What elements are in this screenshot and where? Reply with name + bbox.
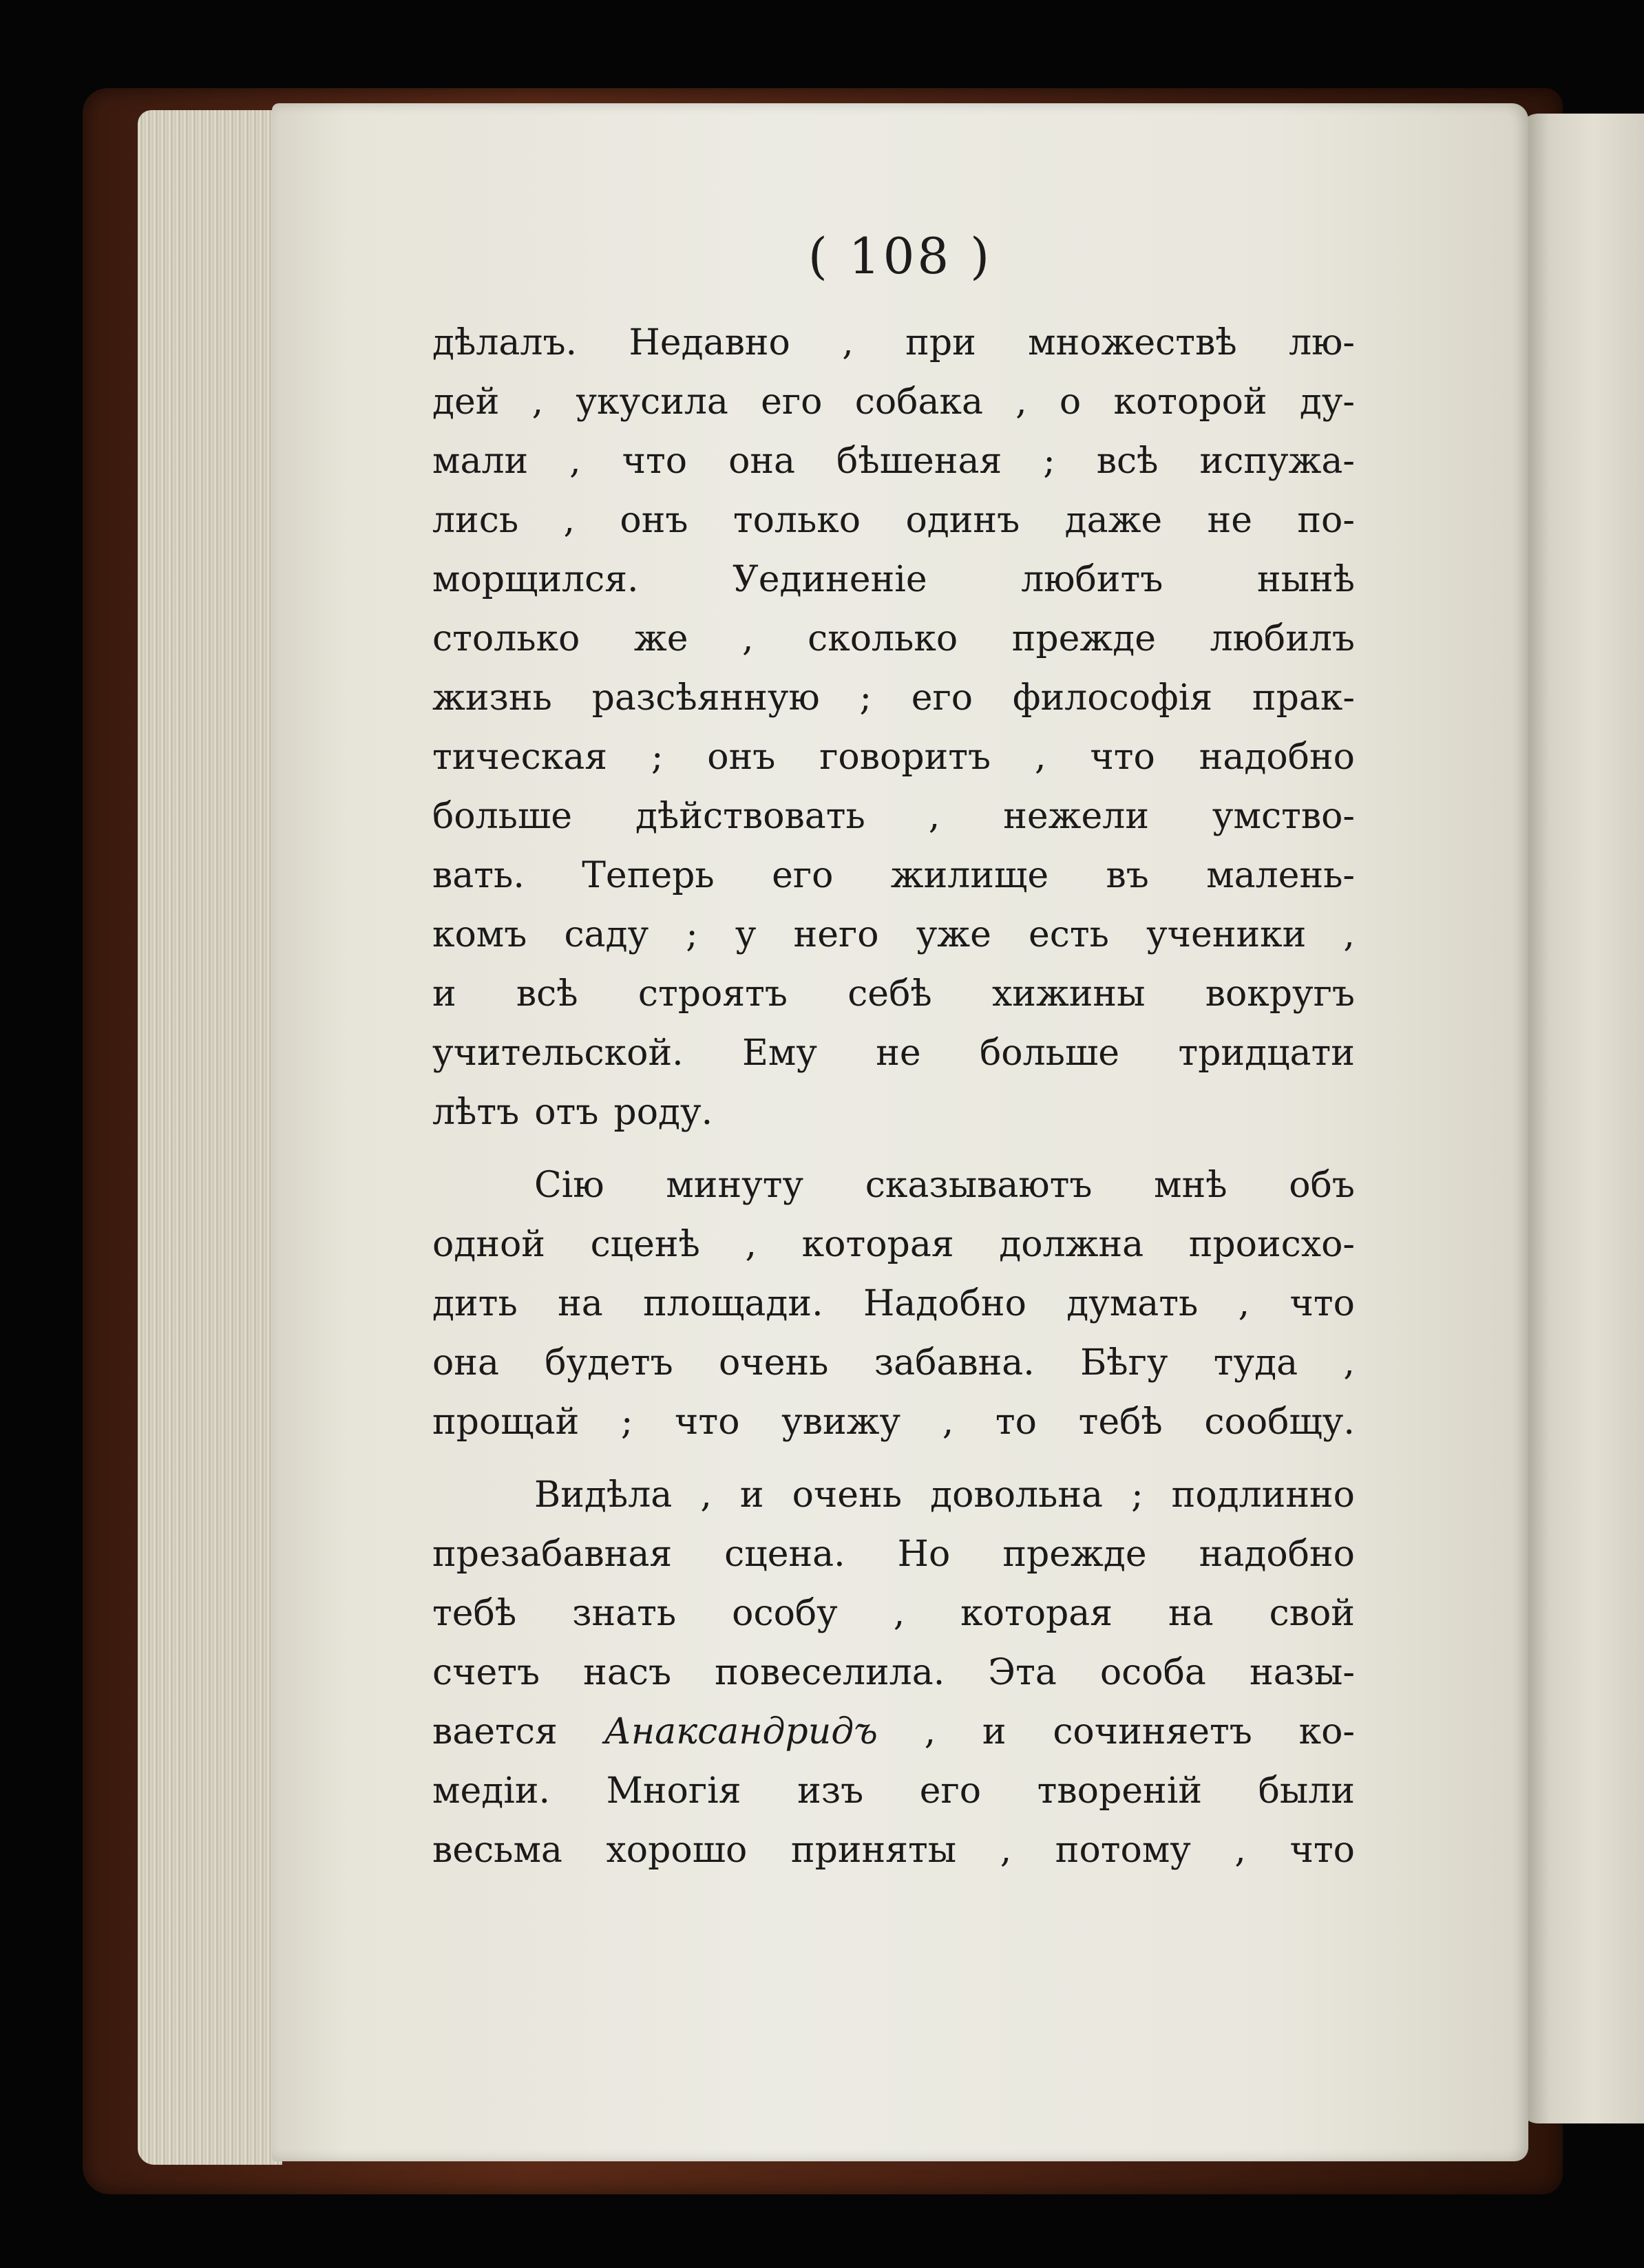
text-line <box>432 550 1355 609</box>
word: назы- <box>1249 1652 1355 1693</box>
word: морщился. <box>432 559 639 600</box>
text-line <box>432 1274 1355 1333</box>
word: , <box>563 500 576 541</box>
word: саду <box>564 914 649 955</box>
word: лись <box>432 500 519 541</box>
paragraph-gap <box>432 1142 1355 1156</box>
word: сочиняетъ <box>1053 1711 1252 1752</box>
word: его <box>911 677 973 719</box>
word: нежели <box>1003 796 1149 837</box>
word: туда <box>1213 1342 1298 1384</box>
word: при <box>905 322 976 363</box>
word: тридцати <box>1178 1032 1355 1074</box>
word: столько <box>432 618 580 659</box>
word: и <box>432 973 456 1015</box>
word: у <box>735 914 757 955</box>
word: вать. <box>432 855 525 896</box>
word: роду. <box>613 1092 713 1133</box>
word: прежде <box>1011 618 1157 659</box>
word: , <box>842 322 854 363</box>
word: , <box>569 441 581 482</box>
word: на <box>558 1283 603 1324</box>
word: ; <box>651 736 664 778</box>
facing-page-edge <box>1518 114 1644 2123</box>
word: испужа- <box>1199 441 1355 482</box>
word: , <box>742 618 754 659</box>
word: ду- <box>1299 381 1355 423</box>
word: изъ <box>797 1770 864 1812</box>
word: счетъ <box>432 1652 540 1693</box>
word: увижу <box>781 1401 901 1443</box>
word: хижины <box>991 973 1146 1015</box>
page-number: ( 108 ) <box>808 227 993 285</box>
word: умство- <box>1212 796 1355 837</box>
word: что <box>675 1401 740 1443</box>
word: комъ <box>432 914 527 955</box>
word: дѣйствовать <box>635 796 865 837</box>
word: ко- <box>1298 1711 1355 1752</box>
word: жилище <box>890 855 1049 896</box>
text-line <box>432 1702 1355 1761</box>
text-line <box>432 1643 1355 1702</box>
text-line <box>432 1215 1355 1274</box>
word: тебѣ <box>1078 1401 1163 1443</box>
word: что <box>1090 736 1155 778</box>
word: Ему <box>741 1032 817 1074</box>
word: , <box>1343 1342 1355 1384</box>
word: Сію <box>534 1165 604 1206</box>
word: сказываютъ <box>865 1165 1093 1206</box>
word: насъ <box>583 1652 672 1693</box>
word: то <box>995 1401 1037 1443</box>
paragraph-gap <box>432 1452 1355 1465</box>
word: , <box>1234 1830 1246 1871</box>
word: что <box>622 441 688 482</box>
word: всѣ <box>1096 441 1159 482</box>
word: дей <box>432 381 500 423</box>
word: будетъ <box>545 1342 673 1384</box>
word: вокругъ <box>1205 973 1355 1015</box>
word: , <box>924 1711 936 1752</box>
word: отъ <box>534 1092 599 1133</box>
word: тебѣ <box>432 1593 517 1634</box>
text-line <box>432 1392 1355 1452</box>
text-line <box>432 1024 1355 1083</box>
word: не <box>876 1032 921 1074</box>
word: Теперь <box>582 855 715 896</box>
word: , <box>1034 736 1046 778</box>
text-line <box>432 1821 1355 1880</box>
page-edges <box>138 110 282 2165</box>
word: надобно <box>1199 1534 1355 1575</box>
word: , <box>893 1593 905 1634</box>
text-line <box>432 728 1355 787</box>
word: медіи. <box>432 1770 551 1812</box>
page-text <box>432 313 1355 1880</box>
word: ученики <box>1146 914 1307 955</box>
word: надобно <box>1199 736 1355 778</box>
word: , <box>531 381 544 423</box>
text-line <box>432 964 1355 1024</box>
text-line <box>432 1083 1355 1142</box>
word: бѣшеная <box>836 441 1002 482</box>
word: разсѣянную <box>591 677 820 719</box>
word: него <box>793 914 879 955</box>
word: больше <box>979 1032 1120 1074</box>
word: особа <box>1099 1652 1206 1693</box>
text-line <box>432 1465 1355 1525</box>
word: любитъ <box>1021 559 1163 600</box>
word: Анаксандридъ <box>604 1711 878 1752</box>
word: въ <box>1106 855 1149 896</box>
word: Надобно <box>863 1283 1026 1324</box>
text-line <box>432 1525 1355 1584</box>
word: его <box>772 855 834 896</box>
text-line <box>432 1333 1355 1392</box>
word: Эта <box>988 1652 1057 1693</box>
word: думать <box>1066 1283 1199 1324</box>
word: малень- <box>1206 855 1355 896</box>
word: презабавная <box>432 1534 673 1575</box>
word: строятъ <box>637 973 788 1015</box>
word: множествѣ <box>1028 322 1237 363</box>
word: которой <box>1113 381 1267 423</box>
text-line <box>432 1761 1355 1821</box>
word: ; <box>1131 1474 1144 1516</box>
word: , <box>745 1224 757 1265</box>
text-line <box>432 609 1355 668</box>
word: по- <box>1297 500 1355 541</box>
word: , <box>942 1401 954 1443</box>
word: знать <box>572 1593 677 1634</box>
word: только <box>733 500 861 541</box>
text-line <box>432 1156 1355 1215</box>
word: онъ <box>707 736 776 778</box>
word: укусила <box>576 381 728 423</box>
word: ; <box>1043 441 1055 482</box>
text-line <box>432 787 1355 846</box>
word: и <box>739 1474 764 1516</box>
word: что <box>1289 1830 1355 1871</box>
word: и <box>982 1711 1007 1752</box>
word: любилъ <box>1210 618 1355 659</box>
text-line <box>432 1584 1355 1643</box>
word: не <box>1207 500 1253 541</box>
word: учительской. <box>432 1032 684 1074</box>
word: его <box>919 1770 982 1812</box>
word: Уединеніе <box>733 559 927 600</box>
word: одной <box>432 1224 545 1265</box>
word: собака <box>854 381 983 423</box>
word: Бѣгу <box>1080 1342 1168 1384</box>
word: , <box>928 796 940 837</box>
word: ; <box>620 1401 633 1443</box>
word: о <box>1059 381 1082 423</box>
word: же <box>633 618 688 659</box>
word: она <box>728 441 796 482</box>
word: которая <box>801 1224 954 1265</box>
word: лѣтъ <box>432 1092 520 1133</box>
word: Но <box>897 1534 951 1575</box>
word: , <box>1238 1283 1250 1324</box>
word: говоритъ <box>819 736 991 778</box>
word: всѣ <box>516 973 578 1015</box>
text-line <box>432 905 1355 964</box>
word: лю- <box>1289 322 1355 363</box>
word: что <box>1289 1283 1355 1324</box>
word: были <box>1258 1770 1355 1812</box>
word: нынѣ <box>1256 559 1355 600</box>
text-line <box>432 432 1355 491</box>
word: дить <box>432 1283 518 1324</box>
word: твореній <box>1037 1770 1202 1812</box>
word: Многія <box>606 1770 741 1812</box>
word: приняты <box>790 1830 957 1871</box>
word: , <box>700 1474 712 1516</box>
word: должна <box>999 1224 1144 1265</box>
word: философія <box>1012 677 1213 719</box>
text-line <box>432 846 1355 905</box>
word: себѣ <box>847 973 932 1015</box>
text-line <box>432 313 1355 372</box>
word: прежде <box>1002 1534 1147 1575</box>
word: больше <box>432 796 573 837</box>
word: прощай <box>432 1401 580 1443</box>
word: , <box>1343 914 1355 955</box>
word: ; <box>859 677 872 719</box>
word: забавна. <box>874 1342 1035 1384</box>
word: она <box>432 1342 499 1384</box>
word: повеселила. <box>715 1652 945 1693</box>
word: сообщу. <box>1204 1401 1355 1443</box>
word: прак- <box>1252 677 1355 719</box>
word: вается <box>432 1711 558 1752</box>
word: минуту <box>666 1165 804 1206</box>
word: объ <box>1289 1165 1355 1206</box>
word: его <box>761 381 823 423</box>
text-line <box>432 491 1355 550</box>
word: мнѣ <box>1154 1165 1227 1206</box>
word: очень <box>719 1342 829 1384</box>
word: сценѣ <box>590 1224 700 1265</box>
word: довольна <box>930 1474 1104 1516</box>
word: даже <box>1064 500 1163 541</box>
word: Недавно <box>629 322 790 363</box>
word: сколько <box>808 618 958 659</box>
text-line <box>432 372 1355 432</box>
word: площади. <box>643 1283 823 1324</box>
word: сцена. <box>724 1534 845 1575</box>
word: потому <box>1055 1830 1191 1871</box>
word: , <box>1000 1830 1012 1871</box>
word: , <box>1015 381 1027 423</box>
word: ; <box>686 914 698 955</box>
word: хорошо <box>606 1830 748 1871</box>
word: мали <box>432 441 529 482</box>
word: которая <box>960 1593 1113 1634</box>
word: Видѣла <box>534 1474 673 1516</box>
word: есть <box>1029 914 1109 955</box>
word: тическая <box>432 736 608 778</box>
word: уже <box>916 914 991 955</box>
word: происхо- <box>1188 1224 1355 1265</box>
word: жизнь <box>432 677 552 719</box>
word: дѣлалъ. <box>432 322 578 363</box>
word: онъ <box>620 500 688 541</box>
text-line <box>432 668 1355 728</box>
word: подлинно <box>1171 1474 1355 1516</box>
word: весьма <box>432 1830 562 1871</box>
word: особу <box>732 1593 838 1634</box>
word: на <box>1168 1593 1214 1634</box>
word: свой <box>1269 1593 1355 1634</box>
word: одинъ <box>905 500 1020 541</box>
word: очень <box>792 1474 903 1516</box>
